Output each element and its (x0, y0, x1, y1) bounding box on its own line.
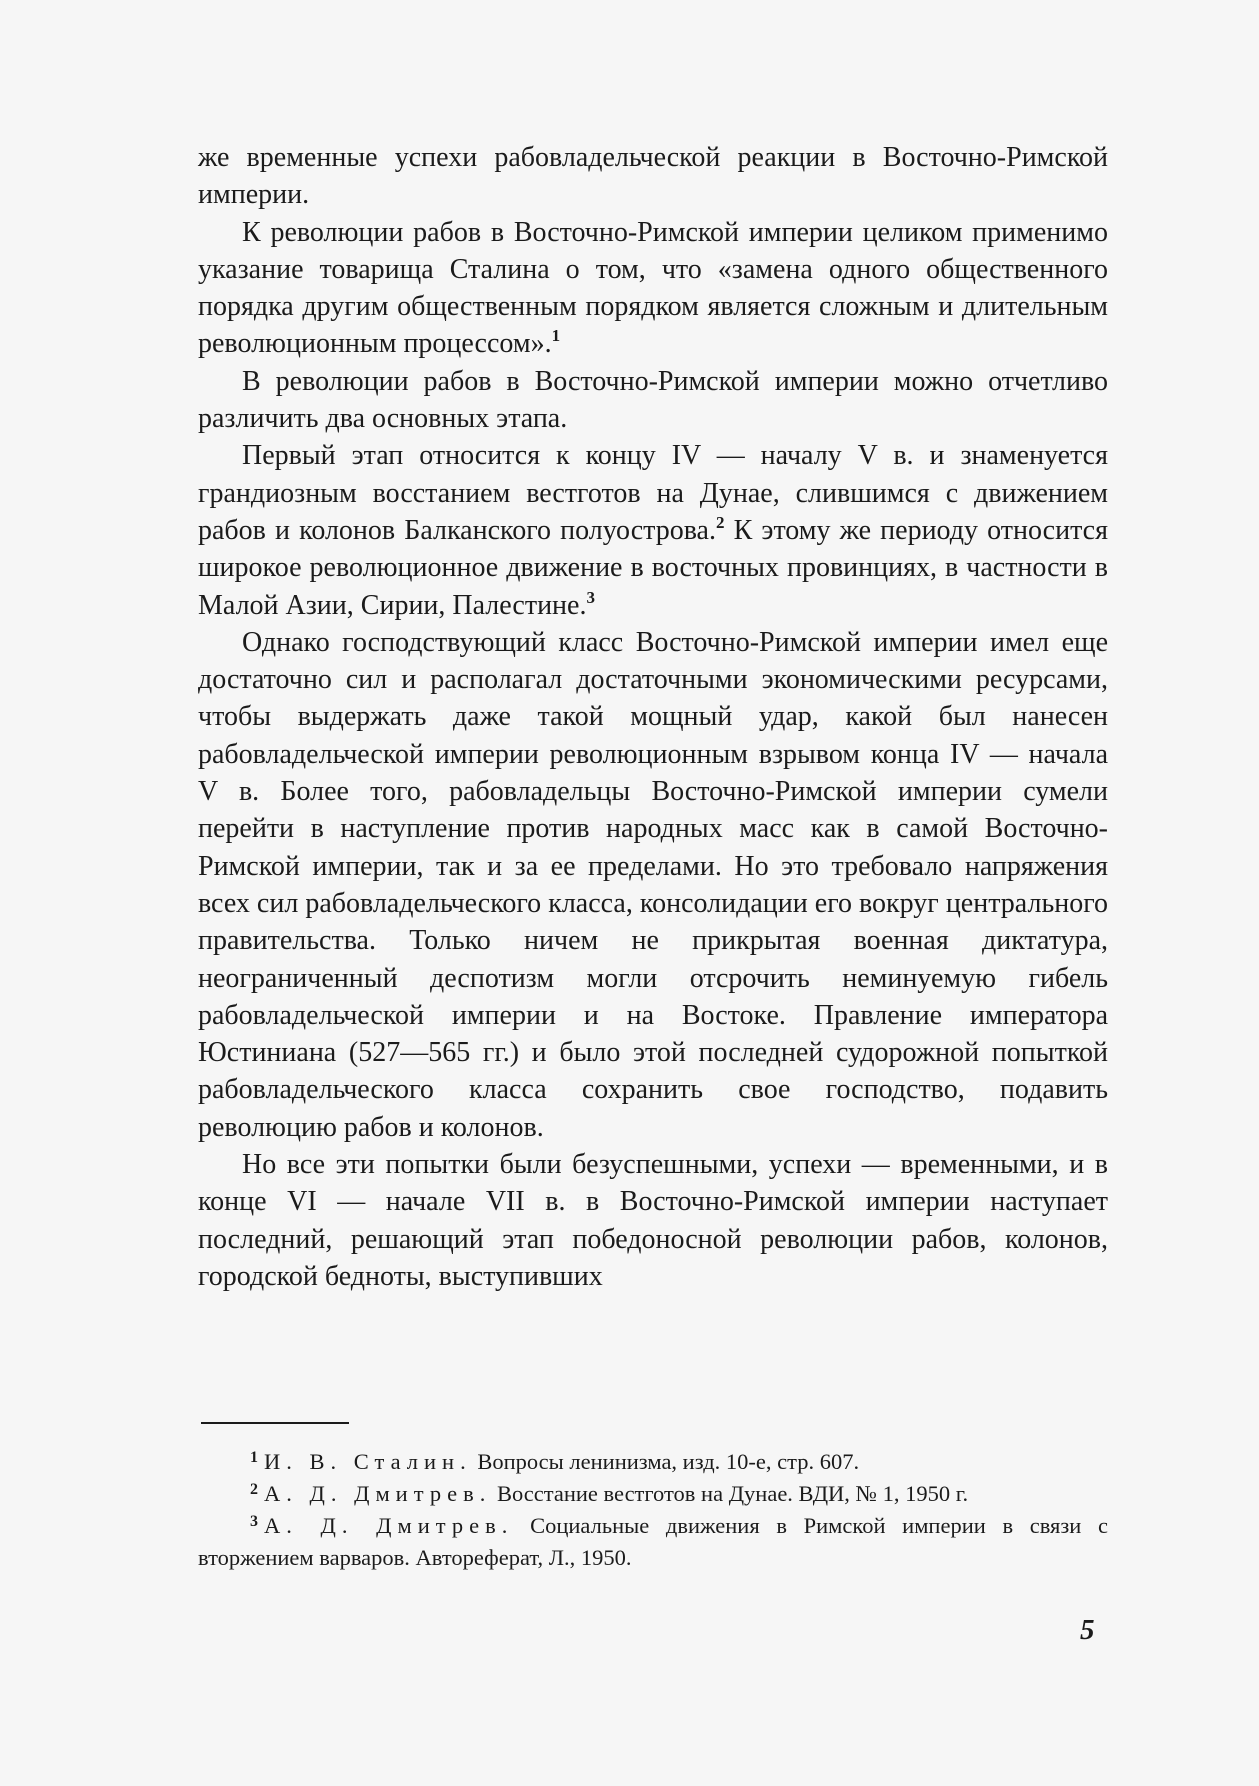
text-run: К революции рабов в Восточно-Римской империи целиком применимо указание товарища Сталина о том, что «замена одного общественного порядка другим общественным порядком является сложным и длительным революционным процессом». (198, 216, 1108, 360)
text-run: же временные успехи рабовладельческой реакции в Восточно-Римской империи. (198, 142, 1108, 211)
footnote (198, 1478, 1108, 1510)
footnote-text: Социальные движения в Римской империи в связи с вторжением варваров. Автореферат, Л., 1950. (198, 1513, 1108, 1570)
main-text (198, 139, 1108, 1295)
text-run: Но все эти попытки были безуспешными, успехи — временными, и в конце VI — начале VII в. в Восточно-Римской империи наступает последний, решающий этап победоносной революции рабов, колонов, городской бедноты, выступивших (198, 1149, 1108, 1292)
footnote-ref[interactable]: 1 (551, 326, 561, 346)
footnote-text: Вопросы ленинизма, изд. 10-е, стр. 607. (471, 1449, 860, 1474)
footnote-ref[interactable]: 3 (586, 587, 595, 607)
paragraph (198, 214, 1108, 363)
footnote-number: 2 (250, 1481, 258, 1498)
footnote-number: 3 (250, 1513, 258, 1530)
footnote-author: И. В. Сталин. (264, 1449, 472, 1474)
text-run: Однако господствующий класс Восточно-Римской империи имел еще достаточно сил и располагал достаточными экономическими ресурсами, чтобы выдержать даже такой мощный удар, какой был нанесен рабовладельческой империи революционным взрывом конца IV — начала V в. Более того, рабовладельцы Восточно-Римской империи сумели перейти в наступление против народных масс как в самой Восточно-Римской империи, так и за ее пределами. Но это требовало напряжения всех сил рабовладельческого класса, консолидации его вокруг центрального правительства. Только ничем не прикрытая военная диктатура, неограниченный деспотизм могли отсрочить неминуемую гибель рабовладельческой империи и на Востоке. Правление императора Юстиниана (527—565 гг.) и было этой последней судорожной попыткой рабовладельческого класса сохранить свое господство, подавить революцию рабов и колонов. (198, 626, 1108, 1143)
paragraph (198, 363, 1108, 438)
footnote-author: А. Д. Дмитрев. (264, 1513, 514, 1538)
footnote-author: А. Д. Дмитрев. (264, 1481, 492, 1506)
footnote (198, 1446, 1108, 1478)
footnotes (198, 1446, 1108, 1574)
text-run: Первый этап относится к концу IV — началу V в. и знаменуется грандиозным восстанием вестготов на Дунае, слившимся с движением рабов и колонов Балканского полуострова. (198, 440, 1108, 546)
footnote-text: Восстание вестготов на Дунае. ВДИ, № 1, 1950 г. (491, 1481, 969, 1506)
footnote-divider (201, 1422, 349, 1424)
footnote-ref[interactable]: 2 (715, 512, 725, 532)
footnote (198, 1510, 1108, 1574)
text-run: К этому же периоду относится широкое революционное движение в восточных провинциях, в частности в Малой Азии, Сирии, Палестине. (198, 514, 1108, 621)
footnote-number: 1 (250, 1449, 258, 1466)
page-number: 5 (1080, 1614, 1095, 1646)
text-run: В революции рабов в Восточно-Римской империи можно отчетливо различить два основных этапа. (198, 365, 1108, 435)
paragraph (198, 437, 1108, 623)
paragraph (198, 624, 1108, 1146)
paragraph (198, 139, 1108, 214)
paragraph (198, 1146, 1108, 1295)
